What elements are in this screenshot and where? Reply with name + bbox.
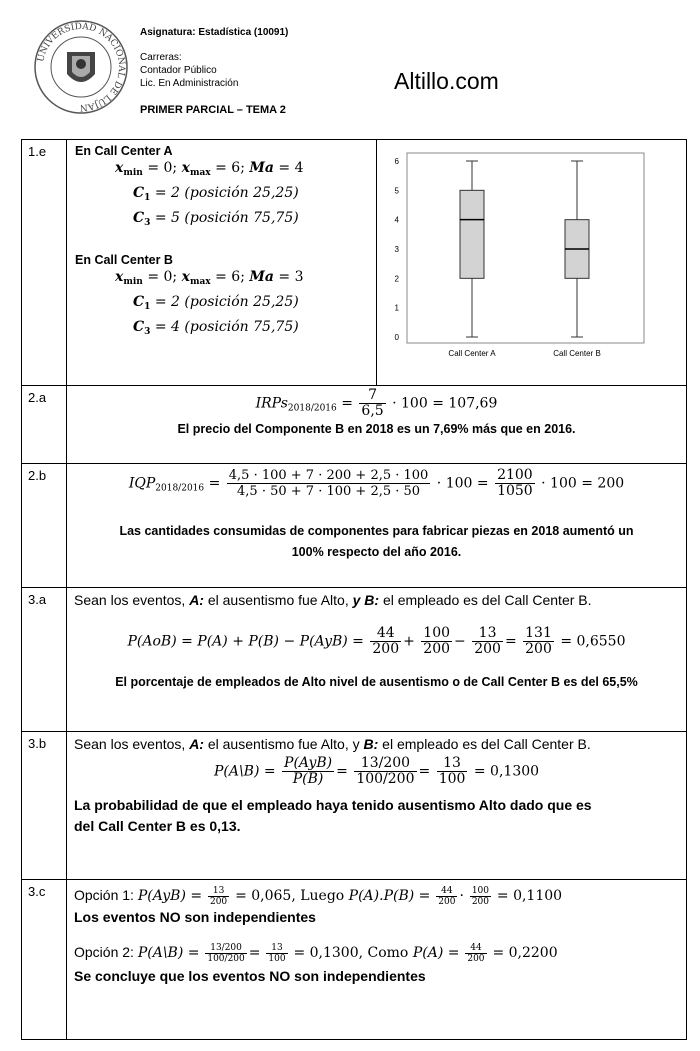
y-tick-label: 2 [394,274,399,284]
y-tick-label: 1 [394,303,399,313]
subject-text: Asignatura: Estadística (10091) [140,27,289,38]
conclusion-2b-line2: 100% respecto del año 2016. [291,545,462,559]
answers-table [21,139,687,1040]
question-number: 3.a [22,588,67,732]
conclusion-3a: El porcentaje de empleados de Alto nivel de ausentismo o de Call Center B es del 65,5% [115,675,638,689]
conclusion-3c-1: Los eventos NO son independientes [74,909,316,925]
question-number: 3.b [22,732,67,880]
y-tick-label: 5 [394,186,399,196]
conclusion-2a: El precio del Componente B en 2018 es un 7,69% más que en 2016. [177,422,576,436]
row-3c: 3.c Opción 1: P(AyB) = $\frac{13}{200}$ = 0,065, Luego P(A).P(B) = $\frac{44}{200}$ · $\frac{100}{200}$ = 0,1100 Los eventos NO son independientes Opción 2: P(A\B) = $\frac{13/200}{100/200}$ = $\frac{13}{100}$ = 0,1300, Como P(A) = $\frac{44}{200}$ = 0,2200 Se concluye que los eventos NO son independientes [22,880,687,1040]
plot-area [407,153,644,343]
iqr-box [460,190,484,278]
question-number: 3.c [22,880,67,1040]
row-2b: 2.b $IQP_{2018/2016}$ = $\frac{4,5 \cdot 100 + 7 \cdot 200 + 2,5 \cdot 100}{4,5 \cdot 50 + 7 \cdot 100 + 2,5 \cdot 50}$ · 100 = $\frac{2100}{1050}$ · 100 = 200 Las cantidades consumidas de componentes para fabricar piezas en 2018 aumentó un 100% respecto del año 2016. [22,464,687,588]
question-number: 2.b [22,464,67,588]
row-3b: 3.b Sean los eventos, A: el ausentismo fue Alto, y B: el empleado es del Call Center B. P(A\B) = $\frac{\text{P(AyB)}}{P(B)}$ = $\frac{13/200}{100/200}$ = $\frac{13}{100}$ = 0,1300 La probabilidad de que el empleado haya tenido ausentismo Alto dado que es del Call Center B es 0,13. [22,732,687,880]
conclusion-2b-line1: Las cantidades consumidas de componentes para fabricar piezas en 2018 aumentó un [119,524,634,538]
conclusion-3b-line1: La probabilidad de que el empleado haya tenido ausentismo Alto dado que es [74,797,592,813]
careers-label: Carreras: [140,52,182,63]
x-category-label: Call Center A [448,349,496,358]
y-tick-label: 3 [394,245,399,254]
question-number: 1.e [22,140,67,386]
y-tick-label: 6 [394,157,399,166]
row-2a: 2.a IRPs$_{2018/2016}$ = $\frac{7}{6,5}$ · 100 = 107,69 El precio del Componente B en 2018 es un 7,69% más que en 2016. [22,386,687,464]
row-3a: 3.a Sean los eventos, A: el ausentismo fue Alto, y B: el empleado es del Call Center B. P(AoB) = P(A) + P(B) − P(AyB) = $\frac{44}{200}$ + $\frac{100}{200}$ − $\frac{13}{200}$ = $\frac{131}{200}$ = 0,6550 El porcentaje de empleados de Alto nivel de ausentismo o de Call Center B es del 65,5% [22,588,687,732]
boxplot-chart [377,140,693,385]
university-seal-logo [32,18,130,116]
site-watermark: Altillo.com [394,68,499,94]
y-tick-label: 0 [394,333,399,342]
call-center-a-title: En Call Center A [75,144,173,158]
career-2: Lic. En Administración [140,78,239,89]
conclusion-3c-2: Se concluye que los eventos NO son independientes [74,968,426,984]
svg-text:UNIVERSIDAD NACIONAL DE LUJAN: UNIVERSIDAD NACIONAL DE LUJAN [36,21,127,113]
row-1e: 1.e En Call Center A $x_{min} = 0$; $x_{max} = 6$; Ma = 4 $C_1 = 2$ (posición 25,25) $C_3 = 5$ (posición 75,75) En Call Center B $x_{min} = 0$; $x_{max} = 6$; Ma = 3 $C_1 = 2$ (posición 25,25) $C_3 = 4$ (posición 75,75) 0 1 2 3 4 5 6 Call Center A Call Center B [22,140,687,386]
y-tick-label: 4 [394,215,399,225]
exam-title: PRIMER PARCIAL – TEMA 2 [140,104,286,116]
call-center-b-title: En Call Center B [75,253,173,267]
career-1: Contador Público [140,65,217,76]
x-category-label: Call Center B [553,349,601,358]
question-number: 2.a [22,386,67,464]
conclusion-3b-line2: del Call Center B es 0,13. [74,818,241,834]
